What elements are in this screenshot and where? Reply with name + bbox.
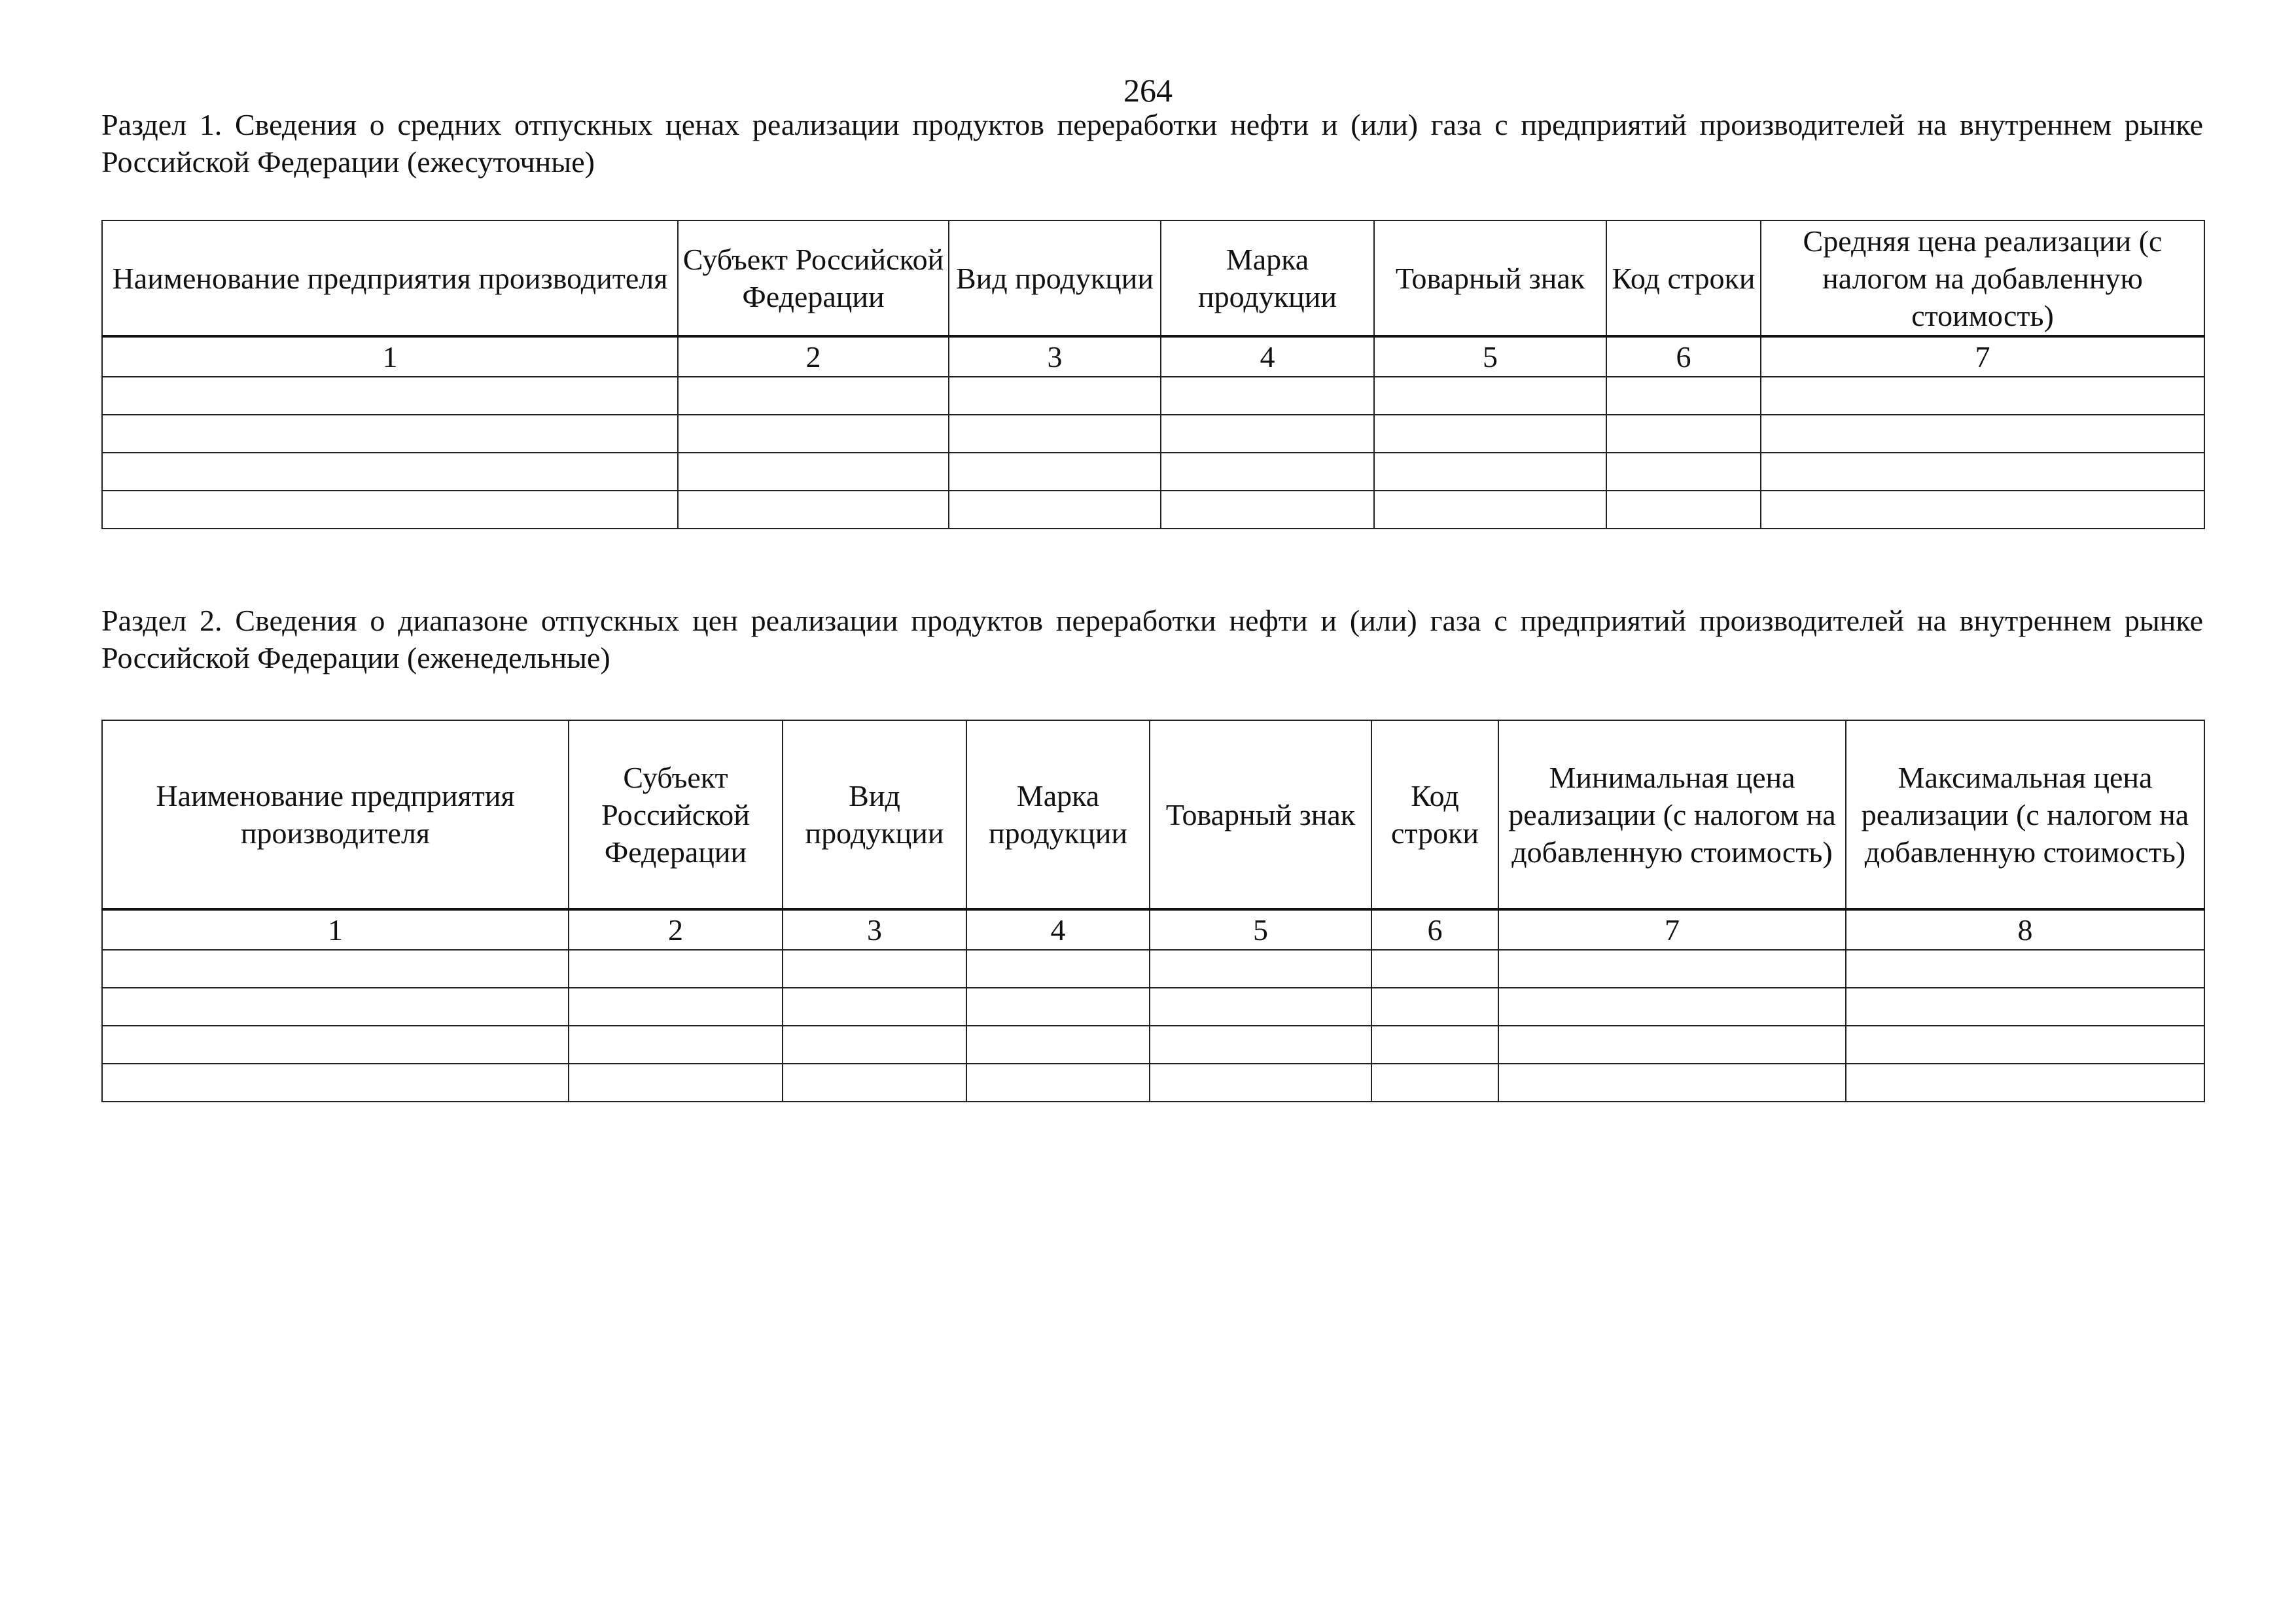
table-cell[interactable] bbox=[1374, 453, 1606, 491]
table-cell[interactable] bbox=[1761, 377, 2204, 415]
table-row bbox=[102, 950, 2204, 988]
column-number: 5 bbox=[1150, 909, 1371, 950]
table-cell[interactable] bbox=[949, 377, 1161, 415]
table-cell[interactable] bbox=[1606, 377, 1761, 415]
column-number: 6 bbox=[1371, 909, 1498, 950]
table-cell[interactable] bbox=[1150, 1026, 1371, 1064]
table-cell[interactable] bbox=[1846, 988, 2204, 1026]
table-cell[interactable] bbox=[783, 950, 966, 988]
table-cell[interactable] bbox=[102, 1064, 569, 1102]
column-number: 4 bbox=[966, 909, 1150, 950]
section-1-table bbox=[101, 220, 2205, 529]
column-header: Минимальная цена реализации (с налогом на добавленную стоимость) bbox=[1498, 720, 1846, 909]
table-cell[interactable] bbox=[1371, 1026, 1498, 1064]
table-cell[interactable] bbox=[102, 415, 678, 453]
table-cell[interactable] bbox=[1161, 491, 1374, 529]
column-header: Субъект Российской Федерации bbox=[678, 220, 949, 336]
column-number: 4 bbox=[1161, 336, 1374, 377]
table-cell[interactable] bbox=[102, 988, 569, 1026]
table-cell[interactable] bbox=[569, 988, 783, 1026]
column-header: Вид продукции bbox=[783, 720, 966, 909]
table-cell[interactable] bbox=[1150, 988, 1371, 1026]
table-cell[interactable] bbox=[1761, 415, 2204, 453]
table-cell[interactable] bbox=[1606, 491, 1761, 529]
column-header: Вид продукции bbox=[949, 220, 1161, 336]
table-cell[interactable] bbox=[1374, 377, 1606, 415]
table-cell[interactable] bbox=[1161, 377, 1374, 415]
table-cell[interactable] bbox=[783, 988, 966, 1026]
column-number: 3 bbox=[949, 336, 1161, 377]
table-cell[interactable] bbox=[1498, 950, 1846, 988]
table-cell[interactable] bbox=[1846, 1026, 2204, 1064]
column-header: Наименование предприятия производителя bbox=[102, 720, 569, 909]
table-cell[interactable] bbox=[1846, 1064, 2204, 1102]
column-header: Товарный знак bbox=[1150, 720, 1371, 909]
column-header: Субъект Российской Федерации bbox=[569, 720, 783, 909]
table-cell[interactable] bbox=[102, 1026, 569, 1064]
page-number: 264 bbox=[1123, 72, 1173, 109]
table-cell[interactable] bbox=[1150, 950, 1371, 988]
table-cell[interactable] bbox=[966, 988, 1150, 1026]
table-cell[interactable] bbox=[678, 377, 949, 415]
section-2-table bbox=[101, 720, 2205, 1102]
table-cell[interactable] bbox=[966, 1064, 1150, 1102]
column-number: 1 bbox=[102, 336, 678, 377]
table-row bbox=[102, 1064, 2204, 1102]
table-cell[interactable] bbox=[1150, 1064, 1371, 1102]
table-header-row bbox=[102, 720, 2204, 909]
table-cell[interactable] bbox=[102, 377, 678, 415]
table-cell[interactable] bbox=[949, 491, 1161, 529]
table-cell[interactable] bbox=[678, 453, 949, 491]
table-cell[interactable] bbox=[1374, 491, 1606, 529]
table-cell[interactable] bbox=[1606, 453, 1761, 491]
table-cell[interactable] bbox=[1761, 453, 2204, 491]
table-cell[interactable] bbox=[966, 950, 1150, 988]
column-number: 3 bbox=[783, 909, 966, 950]
table-cell[interactable] bbox=[102, 491, 678, 529]
table-row bbox=[102, 453, 2204, 491]
table-cell[interactable] bbox=[1374, 415, 1606, 453]
table-cell[interactable] bbox=[783, 1064, 966, 1102]
table-cell[interactable] bbox=[678, 415, 949, 453]
column-number: 7 bbox=[1498, 909, 1846, 950]
table-cell[interactable] bbox=[783, 1026, 966, 1064]
column-number-row bbox=[102, 336, 2204, 377]
column-number: 5 bbox=[1374, 336, 1606, 377]
table-row bbox=[102, 988, 2204, 1026]
table-cell[interactable] bbox=[949, 453, 1161, 491]
table-cell[interactable] bbox=[1161, 453, 1374, 491]
column-number: 2 bbox=[569, 909, 783, 950]
column-header: Код строки bbox=[1606, 220, 1761, 336]
table-header-row bbox=[102, 220, 2204, 336]
table-cell[interactable] bbox=[1371, 988, 1498, 1026]
table-row bbox=[102, 1026, 2204, 1064]
table-cell[interactable] bbox=[1371, 950, 1498, 988]
column-number: 6 bbox=[1606, 336, 1761, 377]
table-cell[interactable] bbox=[102, 950, 569, 988]
column-number: 8 bbox=[1846, 909, 2204, 950]
column-header: Наименование предприятия производителя bbox=[102, 220, 678, 336]
section-1-heading: Раздел 1. Сведения о средних отпускных ценах реализации продуктов переработки нефти и (или) газа с предприятий производителей на внутреннем рынке Российской Федерации (ежесуточные) bbox=[101, 108, 2203, 179]
table-cell[interactable] bbox=[949, 415, 1161, 453]
table-cell[interactable] bbox=[678, 491, 949, 529]
table-row bbox=[102, 491, 2204, 529]
table-cell[interactable] bbox=[1606, 415, 1761, 453]
section-2-heading: Раздел 2. Сведения о диапазоне отпускных цен реализации продуктов переработки нефти и (или) газа с предприятий производителей на внутреннем рынке Российской Федерации (еженедельные) bbox=[101, 604, 2203, 674]
column-header: Средняя цена реализации (с налогом на добавленную стоимость) bbox=[1761, 220, 2204, 336]
column-header: Марка продукции bbox=[966, 720, 1150, 909]
table-cell[interactable] bbox=[1761, 491, 2204, 529]
column-header: Максимальная цена реализации (с налогом на добавленную стоимость) bbox=[1846, 720, 2204, 909]
column-number: 2 bbox=[678, 336, 949, 377]
table-cell[interactable] bbox=[569, 1026, 783, 1064]
column-number-row bbox=[102, 909, 2204, 950]
table-cell[interactable] bbox=[1498, 1064, 1846, 1102]
column-number: 7 bbox=[1761, 336, 2204, 377]
table-cell[interactable] bbox=[1498, 988, 1846, 1026]
table-cell[interactable] bbox=[1161, 415, 1374, 453]
column-header: Код строки bbox=[1371, 720, 1498, 909]
table-cell[interactable] bbox=[1498, 1026, 1846, 1064]
table-cell[interactable] bbox=[569, 950, 783, 988]
column-header: Товарный знак bbox=[1374, 220, 1606, 336]
table-cell[interactable] bbox=[966, 1026, 1150, 1064]
table-row bbox=[102, 377, 2204, 415]
table-row bbox=[102, 415, 2204, 453]
table-cell[interactable] bbox=[1846, 950, 2204, 988]
column-number: 1 bbox=[102, 909, 569, 950]
column-header: Марка продукции bbox=[1161, 220, 1374, 336]
table-cell[interactable] bbox=[102, 453, 678, 491]
table-cell[interactable] bbox=[1371, 1064, 1498, 1102]
table-cell[interactable] bbox=[569, 1064, 783, 1102]
